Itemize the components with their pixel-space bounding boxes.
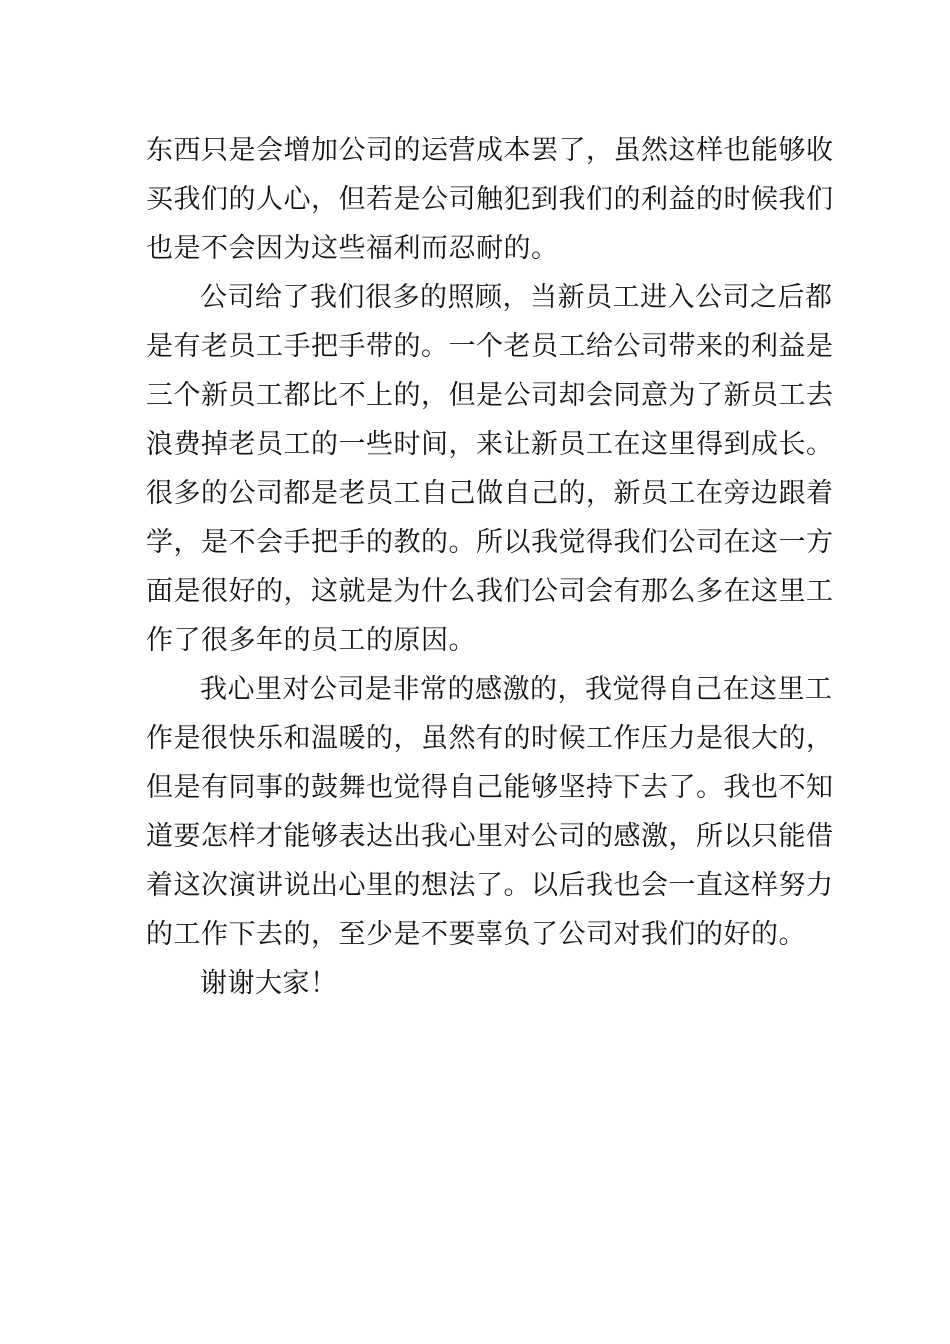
text-line: 学，是不会手把手的教的。所以我觉得我们公司在这一方 xyxy=(146,527,834,558)
paragraph-3 xyxy=(146,665,834,959)
text-line: 公司给了我们很多的照顾，当新员工进入公司之后都 xyxy=(200,282,833,313)
closing-thanks: 谢谢大家！ xyxy=(200,968,338,999)
text-line: 也是不会因为这些福利而忍耐的。 xyxy=(146,233,559,264)
text-line: 作是很快乐和温暖的，虽然有的时候工作压力是很大的， xyxy=(146,723,834,754)
text-line: 作了很多年的员工的原因。 xyxy=(146,625,476,656)
text-line: 三个新员工都比不上的，但是公司却会同意为了新员工去 xyxy=(146,380,834,411)
text-line: 买我们的人心，但若是公司触犯到我们的利益的时候我们 xyxy=(146,184,834,215)
paragraph-closing xyxy=(146,959,806,1008)
text-line: 是有老员工手把手带的。一个老员工给公司带来的利益是 xyxy=(146,331,834,362)
text-line: 的工作下去的，至少是不要辜负了公司对我们的好的。 xyxy=(146,919,806,950)
text-line: 浪费掉老员工的一些时间，来让新员工在这里得到成长。 xyxy=(146,429,834,460)
text-line: 很多的公司都是老员工自己做自己的，新员工在旁边跟着 xyxy=(146,478,834,509)
text-line: 面是很好的，这就是为什么我们公司会有那么多在这里工 xyxy=(146,576,834,607)
text-line: 但是有同事的鼓舞也觉得自己能够坚持下去了。我也不知 xyxy=(146,772,834,803)
paragraph-2 xyxy=(146,273,834,665)
text-line: 东西只是会增加公司的运营成本罢了，虽然这样也能够收 xyxy=(146,135,834,166)
document-body xyxy=(146,126,834,1008)
text-line: 我心里对公司是非常的感激的，我觉得自己在这里工 xyxy=(200,674,833,705)
text-line: 道要怎样才能够表达出我心里对公司的感激，所以只能借 xyxy=(146,821,834,852)
text-line: 着这次演讲说出心里的想法了。以后我也会一直这样努力 xyxy=(146,870,834,901)
paragraph-1 xyxy=(146,126,834,273)
